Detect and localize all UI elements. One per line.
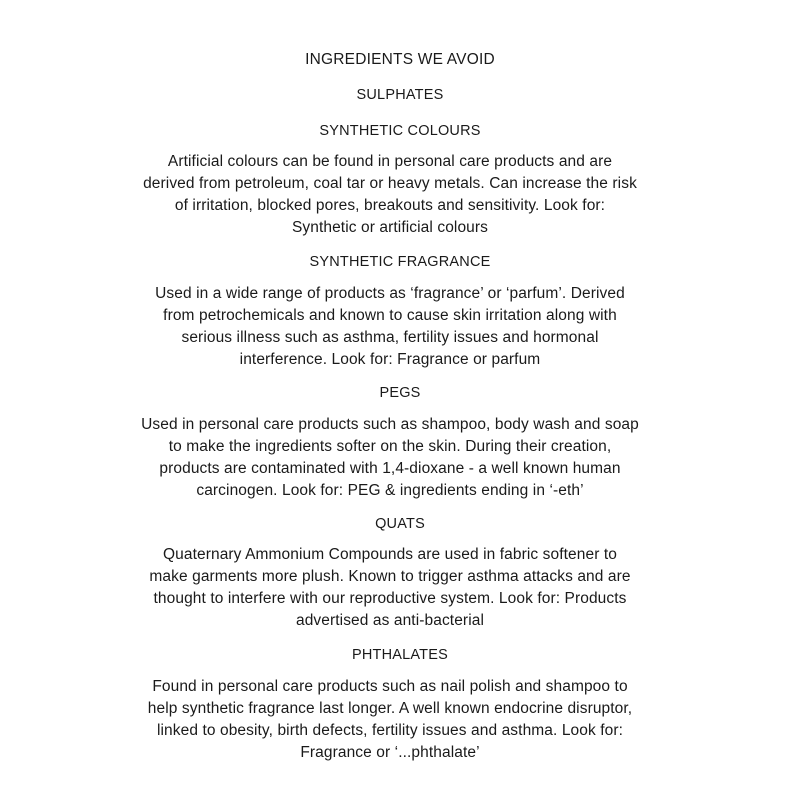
body-line: linked to obesity, birth defects, fertility issues and asthma. Look for: [156, 722, 624, 739]
body-line: help synthetic fragrance last longer. A well known endocrine disruptor, [147, 700, 633, 717]
body-line: make garments more plush. Known to trigger asthma attacks and are [149, 568, 631, 585]
body-line: from petrochemicals and known to cause skin irritation along with [163, 307, 617, 324]
section-body-phthalates [120, 676, 660, 764]
body-line: thought to interfere with our reproductive system. Look for: Products [153, 590, 627, 607]
section-heading-phthalates: PHTHALATES [351, 647, 448, 663]
body-line: advertised as anti-bacterial [295, 612, 485, 629]
section-heading-synthetic-colours: SYNTHETIC COLOURS [319, 123, 481, 139]
body-line: interference. Look for: Fragrance or parfum [239, 351, 541, 368]
section-heading-sulphates: SULPHATES [356, 87, 444, 103]
body-line: derived from petroleum, coal tar or heavy metals. Can increase the risk [143, 175, 637, 192]
body-line: to make the ingredients softer on the skin. During their creation, [168, 438, 612, 455]
body-line: Used in a wide range of products as ‘fragrance’ or ‘parfum’. Derived [155, 285, 625, 302]
section-heading-pegs: PEGS [379, 385, 421, 401]
body-line: Artificial colours can be found in personal care products and are [167, 153, 613, 170]
body-line: serious illness such as asthma, fertility issues and hormonal [181, 329, 599, 346]
body-line: products are contaminated with 1,4-dioxane - a well known human [159, 460, 621, 477]
section-body-synthetic-fragrance [120, 283, 660, 371]
body-line: Used in personal care products such as shampoo, body wash and soap [141, 416, 639, 433]
section-heading-synthetic-fragrance: SYNTHETIC FRAGRANCE [309, 254, 491, 270]
section-body-synthetic-colours [120, 151, 660, 239]
body-line: Found in personal care products such as nail polish and shampoo to [152, 678, 628, 695]
body-line: Fragrance or ‘...phthalate’ [300, 744, 480, 761]
body-line: Quaternary Ammonium Compounds are used in fabric softener to [162, 546, 617, 563]
section-body-quats [120, 544, 660, 632]
body-line: Synthetic or artificial colours [291, 219, 489, 236]
section-heading-quats: QUATS [375, 516, 425, 532]
section-body-pegs [120, 414, 660, 502]
page-title: INGREDIENTS WE AVOID [305, 51, 495, 68]
body-line: of irritation, blocked pores, breakouts and sensitivity. Look for: [174, 197, 606, 214]
body-line: carcinogen. Look for: PEG & ingredients ending in ‘-eth’ [196, 482, 584, 499]
